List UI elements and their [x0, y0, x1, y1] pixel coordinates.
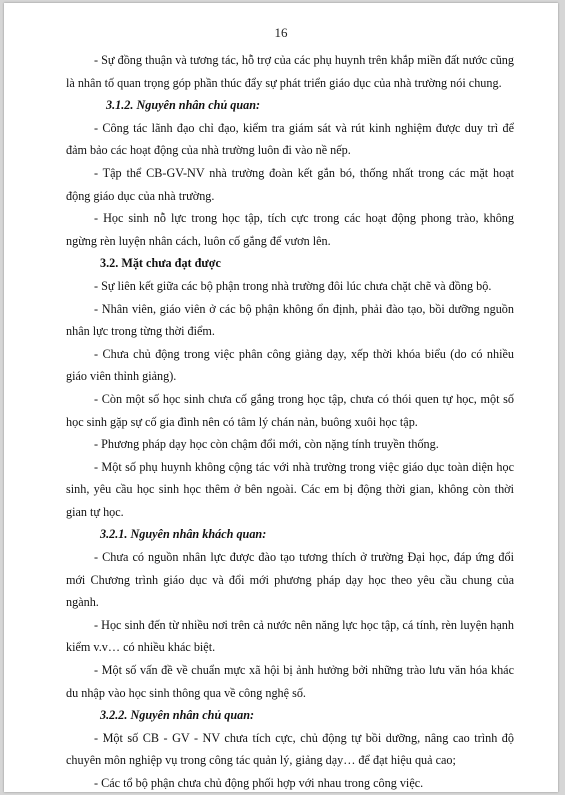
document-page [4, 3, 558, 792]
paragraph: - Học sinh đến từ nhiều nơi trên cả nước nên năng lực học tập, cá tính, rèn luyện hạnh kiểm v.v… có nhiều khác biệt. [66, 617, 514, 655]
paragraph: - Công tác lãnh đạo chỉ đạo, kiểm tra giám sát và rút kinh nghiệm được duy trì để đảm bảo các hoạt động của nhà trường luôn đi vào nề nếp. [66, 120, 514, 158]
paragraph: - Sự đồng thuận và tương tác, hỗ trợ của các phụ huynh trên khắp miền đất nước cũng là nhân tố quan trọng góp phần thúc đẩy sự phát triển giáo dục của nhà trường nói chung. [66, 53, 514, 90]
paragraph: - Sự liên kết giữa các bộ phận trong nhà trường đôi lúc chưa chặt chẽ và đồng bộ. [94, 278, 492, 293]
paragraph: - Tập thể CB-GV-NV nhà trường đoàn kết gắn bó, thống nhất trong các mặt hoạt động giáo dục của nhà trường. [66, 165, 514, 203]
heading-3-1-2: 3.1.2. Nguyên nhân chủ quan: [106, 98, 261, 113]
paragraph: - Một số vấn đề về chuẩn mực xã hội bị ảnh hưởng bởi những trào lưu văn hóa khác du nhập vào học sinh thông qua về công nghệ số. [66, 663, 514, 700]
paragraph: - Các tổ bộ phận chưa chủ động phối hợp với nhau trong công việc. [94, 776, 424, 790]
paragraph: - Học sinh nỗ lực trong học tập, tích cực trong các hoạt động phong trào, không ngừng rèn luyện nhân cách, luôn cố gắng để vươn lên. [66, 211, 514, 248]
paragraph: - Còn một số học sinh chưa cố gắng trong học tập, chưa có thói quen tự học, một số học sinh gặp sự cố gia đình nên có tâm lý chán nản, buông xuôi học tập. [66, 391, 514, 429]
heading-3-2-2: 3.2.2. Nguyên nhân chủ quan: [100, 708, 255, 723]
paragraph: - Chưa có nguồn nhân lực được đào tạo tương thích ở trường Đại học, đáp ứng đổi mới Chương trình giáo dục và đổi mới phương pháp dạy học theo yêu cầu chung của ngành. [66, 550, 514, 610]
heading-3-2-1: 3.2.1. Nguyên nhân khách quan: [100, 527, 267, 542]
paragraph: - Phương pháp dạy học còn chậm đổi mới, còn nặng tính truyền thống. [94, 437, 439, 452]
page-number: 16 [274, 25, 288, 40]
paragraph: - Một số CB - GV - NV chưa tích cực, chủ động tự bồi dưỡng, nâng cao trình độ chuyên môn nghiệp vụ trong công tác quản lý, giảng dạy… để đạt hiệu quả cao; [66, 730, 514, 768]
paragraph: - Một số phụ huynh không cộng tác với nhà trường trong việc giáo dục toàn diện học sinh, yêu cầu học sinh học thêm ở bên ngoài. Các em bị động thời gian, không còn thời gian tự học. [66, 459, 514, 519]
page-content [66, 49, 514, 795]
heading-3-2: 3.2. Mặt chưa đạt được [100, 256, 221, 271]
paragraph: - Nhân viên, giáo viên ở các bộ phận không ổn định, phải đào tạo, bồi dưỡng nguồn nhân lực trong từng thời điểm. [66, 301, 514, 339]
paragraph: - Chưa chủ động trong việc phân công giảng dạy, xếp thời khóa biểu (do có nhiều giáo viên thỉnh giảng). [66, 346, 514, 384]
